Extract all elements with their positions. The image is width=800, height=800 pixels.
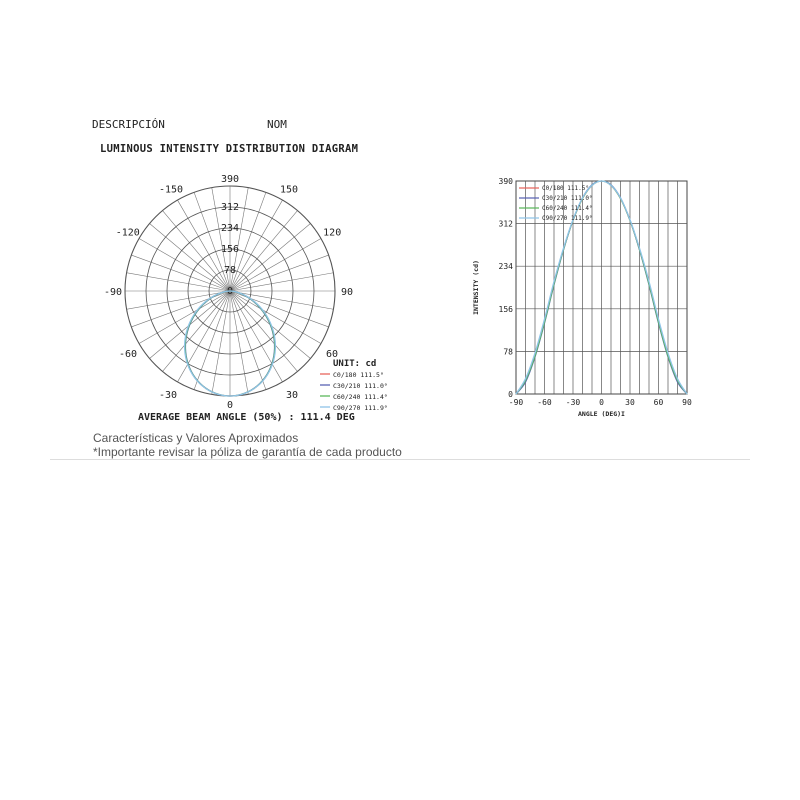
polar-angle-label: 60 xyxy=(325,349,339,360)
x-axis-label: ANGLE (DEG)I xyxy=(578,410,625,418)
legend-label: C60/240 111.4° xyxy=(542,205,593,212)
y-tick-label: 312 xyxy=(498,219,513,229)
cartesian-legend xyxy=(519,185,593,222)
polar-radial-tick-label: 78 xyxy=(223,265,237,276)
cartesian-grid xyxy=(516,181,687,394)
polar-radial-tick-label: 312 xyxy=(220,202,240,213)
y-tick-label: 78 xyxy=(503,347,513,357)
polar-legend-label: C30/210 111.0° xyxy=(333,382,388,390)
polar-angle-label: -90 xyxy=(103,287,123,298)
polar-radial-tick-label: 156 xyxy=(220,244,240,255)
polar-angle-label: -150 xyxy=(158,184,184,196)
note-approximate-values: Características y Valores Aproximados xyxy=(93,431,299,445)
legend-label: C30/210 111.0° xyxy=(542,195,593,202)
chart-title: LUMINOUS INTENSITY DISTRIBUTION DIAGRAM xyxy=(100,143,359,155)
x-tick-label: 90 xyxy=(682,398,692,407)
x-tick-label: 60 xyxy=(653,398,664,407)
x-tick-label: -60 xyxy=(537,398,552,407)
polar-angle-label: -30 xyxy=(158,390,178,401)
y-axis-label: INTENSITY (cd) xyxy=(472,260,480,315)
x-tick-label: 0 xyxy=(599,398,604,407)
cropped-header-right: NOM xyxy=(267,118,287,131)
polar-legend-label: C0/180 111.5° xyxy=(333,371,384,379)
cropped-header-left: DESCRIPCIÓN xyxy=(92,118,165,131)
polar-radial-tick-label: 0 xyxy=(226,286,234,297)
x-tick-label: 30 xyxy=(625,398,635,407)
legend-label: C0/180 111.5° xyxy=(542,185,589,192)
x-tick-label: -30 xyxy=(565,398,581,407)
polar-legend-label: C90/270 111.9° xyxy=(333,404,388,412)
y-tick-label: 0 xyxy=(508,390,513,399)
polar-radial-tick-label: 234 xyxy=(220,223,240,234)
note-warranty: *Importante revisar la póliza de garantía de cada producto xyxy=(93,445,402,459)
average-beam-angle: AVERAGE BEAM ANGLE (50%) : 111.4 DEG xyxy=(138,412,355,423)
polar-unit-label: UNIT: cd xyxy=(333,359,377,369)
polar-legend-label: C60/240 111.4° xyxy=(333,393,388,401)
legend-label: C90/270 111.9° xyxy=(542,215,593,222)
y-tick-label: 156 xyxy=(498,304,513,314)
divider xyxy=(50,459,750,460)
polar-angle-label: 120 xyxy=(323,227,342,239)
y-tick-label: 390 xyxy=(498,177,513,186)
cartesian-labels xyxy=(472,177,692,418)
polar-angle-label: -60 xyxy=(118,349,138,360)
x-tick-label: -90 xyxy=(508,398,524,407)
polar-angle-label: 90 xyxy=(340,287,354,298)
y-tick-label: 234 xyxy=(498,262,513,272)
polar-angle-label: -120 xyxy=(115,227,140,239)
polar-angle-label: 0 xyxy=(226,400,234,411)
polar-angle-label: 30 xyxy=(285,390,299,401)
polar-angle-label: 150 xyxy=(279,184,299,196)
polar-angle-label: 390 xyxy=(220,174,240,185)
